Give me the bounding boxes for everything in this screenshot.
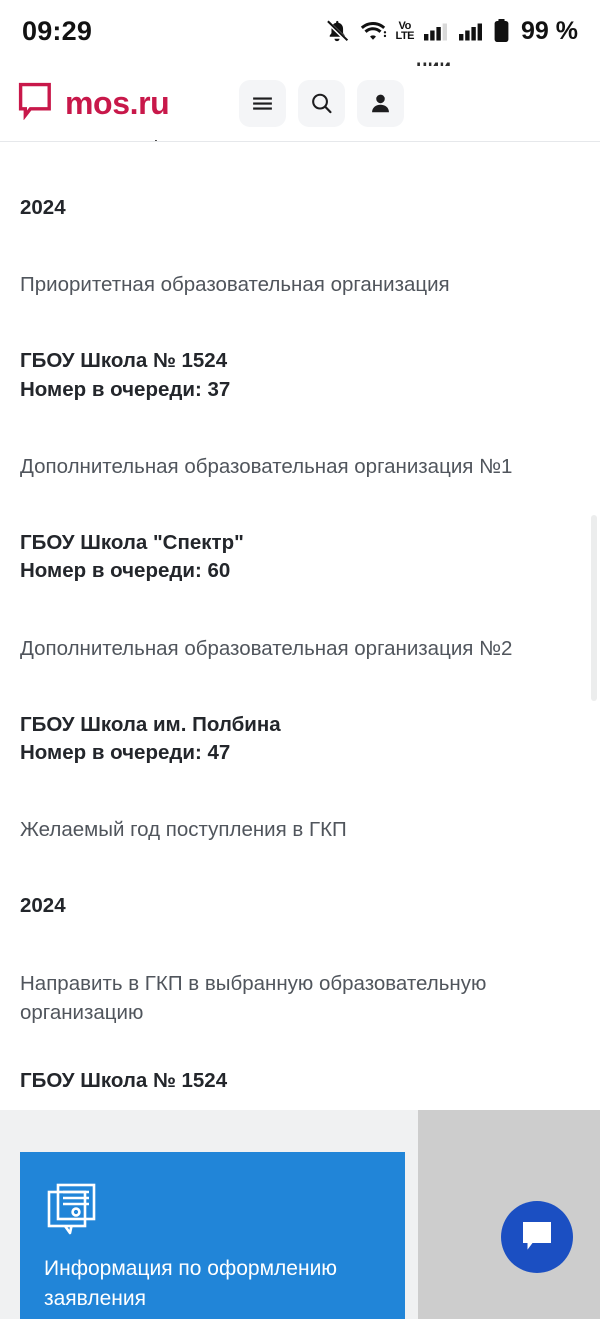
status-clock: 09:29: [22, 15, 93, 46]
account-button[interactable]: [357, 80, 404, 127]
bell-muted-icon: [324, 18, 350, 44]
battery-icon: [493, 18, 510, 44]
field-value: Номер в очереди: 47: [20, 741, 231, 765]
field-value: ГБОУ Школа № 1524: [20, 349, 228, 373]
search-icon: [309, 91, 334, 116]
header-divider: [0, 141, 600, 142]
field-label: Желаемый год поступления в ГКП: [20, 818, 347, 842]
status-icons: [324, 17, 578, 46]
mos-ru-bubble-icon: [18, 82, 52, 125]
field-value: 2024: [20, 196, 66, 219]
application-details-list: [0, 142, 600, 1110]
field-label: Дополнительная образовательная организация №1: [20, 454, 513, 478]
hamburger-icon: [250, 91, 275, 116]
header-actions: [239, 80, 404, 127]
brand-logo[interactable]: [18, 82, 169, 125]
battery-percent: 99 %: [521, 16, 578, 45]
signal-bars-icon: [458, 19, 484, 43]
field-value: ГБОУ Школа им. Полбина: [20, 712, 281, 736]
person-icon: [368, 91, 393, 116]
chat-button[interactable]: [501, 1201, 573, 1273]
promo-card-application-info[interactable]: [20, 1152, 405, 1319]
field-value: ГБОУ Школа № 1524: [20, 1068, 228, 1092]
volte-icon: Vo LTE: [395, 19, 415, 42]
field-value: ГБОУ Школа "Спектр": [20, 531, 244, 555]
wifi-icon: [359, 18, 387, 44]
chat-bubble-icon: [520, 1219, 554, 1255]
field-value: Номер в очереди: 37: [20, 377, 231, 401]
field-value: 2024: [20, 894, 66, 918]
documents-icon: [44, 1178, 381, 1240]
site-header: [0, 66, 600, 140]
field-label: Дополнительная образовательная организация №2: [20, 636, 513, 660]
brand-name: mos.ru: [65, 84, 170, 121]
search-button[interactable]: [298, 80, 345, 127]
signal-bars-icon: [423, 19, 449, 43]
scrollbar-thumb[interactable]: [591, 515, 597, 701]
field-label: Направить в ГКП в выбранную образовательную организацию: [20, 971, 487, 1024]
field-label: Приоритетная образовательная организация: [20, 273, 450, 297]
status-bar: [0, 0, 600, 62]
promo-title: Информация по оформлению заявления: [44, 1257, 338, 1310]
field-value: Номер в очереди: 60: [20, 559, 231, 583]
menu-button[interactable]: [239, 80, 286, 127]
